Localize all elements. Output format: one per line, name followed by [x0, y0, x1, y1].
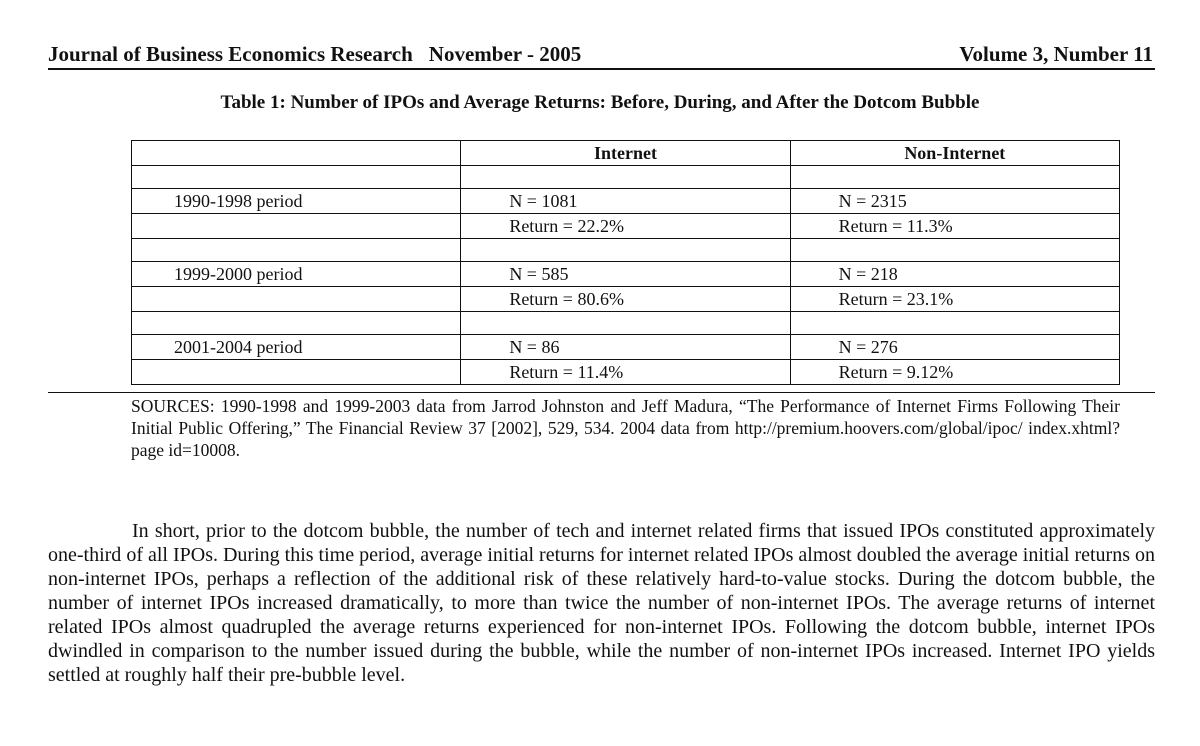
non-internet-n: N = 218 — [790, 262, 1119, 287]
internet-return: Return = 22.2% — [509, 216, 624, 236]
table-row — [132, 262, 1120, 312]
internet-n: N = 86 — [460, 335, 789, 360]
internet-return: Return = 11.4% — [509, 362, 624, 382]
journal-name: Journal of Business Economics Research — [48, 42, 413, 66]
period-cell — [132, 335, 461, 385]
table-spacer-row — [132, 166, 1120, 189]
non-internet-return: Return = 23.1% — [838, 289, 954, 309]
non-internet-cell — [790, 335, 1119, 385]
non-internet-return: Return = 9.12% — [838, 362, 954, 382]
period-label: 2001-2004 period — [131, 335, 460, 360]
internet-cell — [461, 262, 790, 312]
internet-cell — [461, 335, 790, 385]
non-internet-cell — [790, 189, 1119, 239]
internet-n: N = 1081 — [460, 189, 789, 214]
internet-return: Return = 80.6% — [509, 289, 624, 309]
table-header-row — [132, 141, 1120, 166]
table-spacer-row — [132, 239, 1120, 262]
table-title: Table 1: Number of IPOs and Average Returns: Before, During, and After the Dotcom Bubble — [220, 92, 980, 113]
volume-number: Volume 3, Number 11 — [959, 42, 1153, 66]
internet-n: N = 585 — [460, 262, 789, 287]
table-bottom-rule — [48, 392, 1155, 393]
issue-date: November - 2005 — [428, 42, 582, 66]
body-paragraph: In short, prior to the dotcom bubble, the number of tech and internet related firms that issued IPOs constituted approximately one-third of all IPOs. During this time period, average initial returns for internet related IPOs almost doubled the average initial returns on non-internet IPOs, perhaps a reflection of the additional risk of these relatively hard-to-value stocks. During the dotcom bubble, the number of internet IPOs increased dramatically, to more than twice the number of non-internet IPOs. The average returns of internet related IPOs almost quadrupled the average returns experienced for non-internet IPOs. Following the dotcom bubble, internet IPOs dwindled in comparison to the number issued during the bubble, while the number of non-internet IPOs increased. Internet IPO yields settled at roughly half their pre-bubble level. — [48, 520, 1155, 686]
non-internet-n: N = 276 — [790, 335, 1119, 360]
non-internet-cell — [790, 262, 1119, 312]
non-internet-return: Return = 11.3% — [838, 216, 953, 236]
internet-cell — [461, 189, 790, 239]
column-header-non-internet: Non-Internet — [790, 141, 1119, 166]
period-cell — [132, 189, 461, 239]
period-label: 1999-2000 period — [131, 262, 460, 287]
table-row — [132, 189, 1120, 239]
header-left — [48, 42, 581, 67]
ipo-returns-table — [131, 140, 1120, 385]
running-header — [48, 42, 1155, 70]
non-internet-n: N = 2315 — [790, 189, 1119, 214]
period-label: 1990-1998 period — [131, 189, 460, 214]
table-sources-note: SOURCES: 1990-1998 and 1999-2003 data from Jarrod Johnston and Jeff Madura, “The Performance of Internet Firms Following Their Initial Public Offering,” The Financial Review 37 [2002], 529, 534. 2004 data from http://premium.hoovers.com/global/ipoc/ index.xhtml?page id=10008. — [131, 396, 1120, 460]
column-header-internet: Internet — [461, 141, 790, 166]
column-header-period — [132, 141, 461, 166]
table-spacer-row — [132, 312, 1120, 335]
table-row — [132, 335, 1120, 385]
period-cell — [132, 262, 461, 312]
